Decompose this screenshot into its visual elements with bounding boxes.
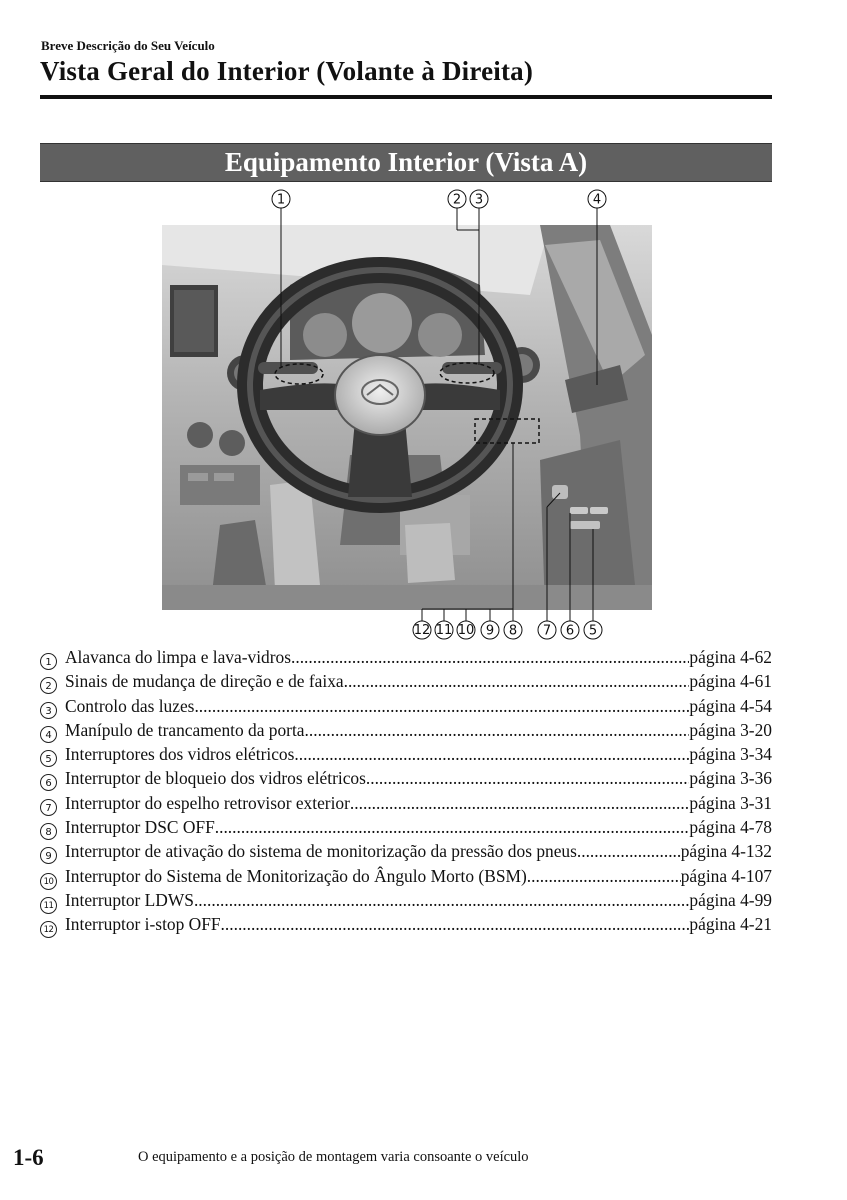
svg-text:12: 12 [413, 623, 431, 638]
legend-item [40, 694, 772, 718]
legend-item [40, 791, 772, 815]
dot-leader [194, 694, 689, 718]
legend-item [40, 742, 772, 766]
page-reference: página 4-54 [689, 695, 772, 716]
legend-number: 2 [40, 677, 57, 694]
legend-label: Interruptor do espelho retrovisor exterior [65, 792, 350, 813]
svg-text:5: 5 [588, 623, 598, 639]
dot-leader [366, 766, 690, 790]
legend-label: Interruptor DSC OFF [65, 817, 215, 838]
svg-text:11: 11 [435, 623, 453, 638]
dot-leader [305, 718, 690, 742]
dot-leader [221, 912, 690, 936]
legend-label: Interruptor de ativação do sistema de monitorização da pressão dos pneus [65, 841, 577, 862]
legend-number: 1 [40, 653, 57, 670]
title-divider [40, 95, 772, 99]
breadcrumb: Breve Descrição do Seu Veículo [41, 38, 215, 53]
legend-label: Manípulo de trancamento da porta [65, 719, 305, 740]
interior-illustration [150, 185, 660, 645]
dot-leader [527, 864, 681, 888]
legend-number: 7 [40, 799, 57, 816]
svg-text:1: 1 [276, 192, 286, 208]
dot-leader [344, 669, 690, 693]
callout-12 [413, 621, 431, 639]
legend-item [40, 912, 772, 936]
page-reference: página 4-62 [689, 647, 772, 667]
page-reference: página 4-61 [689, 671, 772, 692]
legend-number: 5 [40, 750, 57, 767]
page-reference: página 3-36 [689, 768, 772, 789]
dot-leader [194, 888, 689, 912]
page-number: 1-6 [13, 1145, 44, 1170]
legend-number: 4 [40, 726, 57, 743]
equipment-legend [40, 645, 772, 937]
legend-label: Interruptores dos vidros elétricos [65, 744, 295, 765]
svg-text:7: 7 [542, 623, 552, 639]
callout-11 [435, 621, 453, 639]
page-reference: página 3-34 [689, 744, 772, 765]
legend-item [40, 815, 772, 839]
legend-item [40, 669, 772, 693]
legend-number: 10 [40, 873, 57, 890]
page-reference: página 4-132 [680, 841, 772, 862]
page-title: Vista Geral do Interior (Volante à Direita) [40, 56, 534, 86]
callout-3 [470, 190, 488, 208]
dot-leader [294, 742, 689, 766]
svg-text:3: 3 [474, 192, 484, 208]
dot-leader [215, 815, 690, 839]
svg-text:4: 4 [592, 192, 602, 208]
callout-9 [481, 621, 499, 639]
legend-label: Interruptor LDWS [65, 889, 194, 910]
callout-10 [457, 621, 475, 639]
svg-text:6: 6 [565, 623, 575, 639]
section-header: Equipamento Interior (Vista A) [40, 143, 772, 182]
footer-note: O equipamento e a posição de montagem varia consoante o veículo [138, 1149, 529, 1165]
legend-item [40, 718, 772, 742]
svg-text:10: 10 [457, 623, 475, 638]
callout-8 [504, 621, 522, 639]
page-reference: página 3-20 [689, 719, 772, 740]
legend-item [40, 864, 772, 888]
page-reference: página 4-99 [689, 889, 772, 910]
legend-number: 8 [40, 823, 57, 840]
svg-text:2: 2 [452, 192, 462, 208]
dot-leader [291, 645, 689, 669]
legend-number: 12 [40, 921, 57, 938]
page-reference: página 3-31 [689, 792, 772, 813]
legend-item [40, 766, 772, 790]
callout-2 [448, 190, 466, 208]
legend-label: Interruptor do Sistema de Monitorização do Ângulo Morto (BSM) [65, 865, 527, 886]
page-reference: página 4-21 [689, 914, 772, 935]
legend-label: Interruptor de bloqueio dos vidros elétricos [65, 768, 366, 789]
legend-number: 3 [40, 702, 57, 719]
legend-item [40, 645, 772, 669]
legend-item [40, 888, 772, 912]
legend-label: Sinais de mudança de direção e de faixa [65, 671, 344, 692]
legend-number: 9 [40, 847, 57, 864]
page-reference: página 4-107 [680, 865, 772, 886]
dot-leader [350, 791, 689, 815]
legend-item [40, 839, 772, 863]
page-reference: página 4-78 [689, 817, 772, 838]
svg-text:8: 8 [508, 623, 518, 639]
svg-text:9: 9 [485, 623, 495, 639]
legend-label: Alavanca do limpa e lava-vidros [65, 647, 291, 667]
dot-leader [577, 839, 681, 863]
legend-label: Controlo das luzes [65, 695, 195, 716]
legend-number: 11 [40, 897, 57, 914]
legend-label: Interruptor i-stop OFF [65, 914, 221, 935]
legend-number: 6 [40, 774, 57, 791]
